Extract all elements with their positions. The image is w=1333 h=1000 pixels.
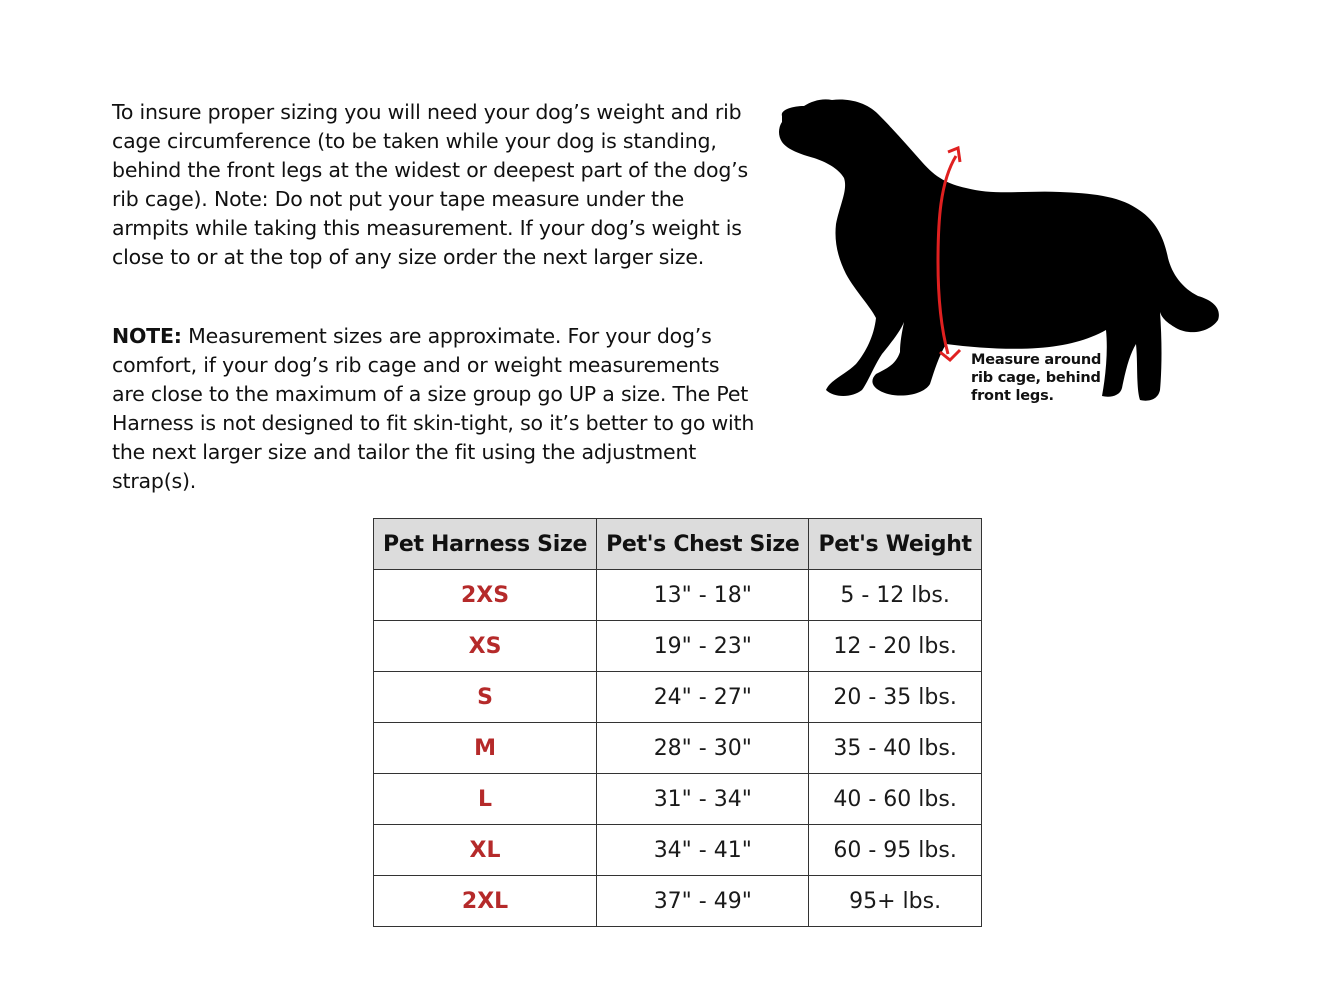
table-row — [374, 723, 982, 774]
weight-cell: 35 - 40 lbs. — [809, 723, 981, 774]
table-row — [374, 621, 982, 672]
chest-cell: 24" - 27" — [597, 672, 809, 723]
size-cell: XS — [374, 621, 597, 672]
sizing-instructions: To insure proper sizing you will need your dog’s weight and rib cage circumference (to be taken while your dog is standing, behind the front legs at the widest or deepest part of the dog’s rib cage). Note: Do not put your tape measure under the armpits while taking this measurement. If your dog’s weight is close to or at the top of any size order the next larger size. — [112, 100, 748, 269]
weight-cell: 5 - 12 lbs. — [809, 570, 981, 621]
caption-line: Measure around — [971, 352, 1102, 368]
weight-cell: 12 - 20 lbs. — [809, 621, 981, 672]
size-chart-table — [373, 518, 982, 927]
weight-cell: 60 - 95 lbs. — [809, 825, 981, 876]
chest-cell: 13" - 18" — [597, 570, 809, 621]
measure-caption — [971, 351, 1171, 405]
weight-cell: 40 - 60 lbs. — [809, 774, 981, 825]
size-cell: XL — [374, 825, 597, 876]
table-row — [374, 672, 982, 723]
note-text: Measurement sizes are approximate. For your dog’s comfort, if your dog’s rib cage and or weight measurements are close to the maximum of a size group go UP a size. The Pet Harness is not designed to fit skin-tight, so it’s better to go with the next larger size and tailor the fit using the adjustment strap(s). — [112, 324, 755, 493]
caption-line: rib cage, behind — [971, 370, 1101, 386]
size-cell: S — [374, 672, 597, 723]
size-cell: M — [374, 723, 597, 774]
note-label: NOTE: — [112, 324, 182, 348]
chest-cell: 34" - 41" — [597, 825, 809, 876]
size-cell: L — [374, 774, 597, 825]
weight-cell: 95+ lbs. — [809, 876, 981, 927]
weight-cell: 20 - 35 lbs. — [809, 672, 981, 723]
header-weight: Pet's Weight — [809, 519, 981, 570]
chest-cell: 19" - 23" — [597, 621, 809, 672]
table-row — [374, 774, 982, 825]
caption-line: front legs. — [971, 388, 1054, 404]
chest-cell: 28" - 30" — [597, 723, 809, 774]
size-cell: 2XL — [374, 876, 597, 927]
table-row — [374, 570, 982, 621]
chest-cell: 31" - 34" — [597, 774, 809, 825]
table-row — [374, 876, 982, 927]
chest-cell: 37" - 49" — [597, 876, 809, 927]
table-header-row — [374, 519, 982, 570]
sizing-note — [112, 322, 757, 496]
header-harness-size: Pet Harness Size — [374, 519, 597, 570]
size-cell: 2XS — [374, 570, 597, 621]
header-chest-size: Pet's Chest Size — [597, 519, 809, 570]
measure-arrow-bottom-icon — [940, 350, 960, 360]
table-row — [374, 825, 982, 876]
